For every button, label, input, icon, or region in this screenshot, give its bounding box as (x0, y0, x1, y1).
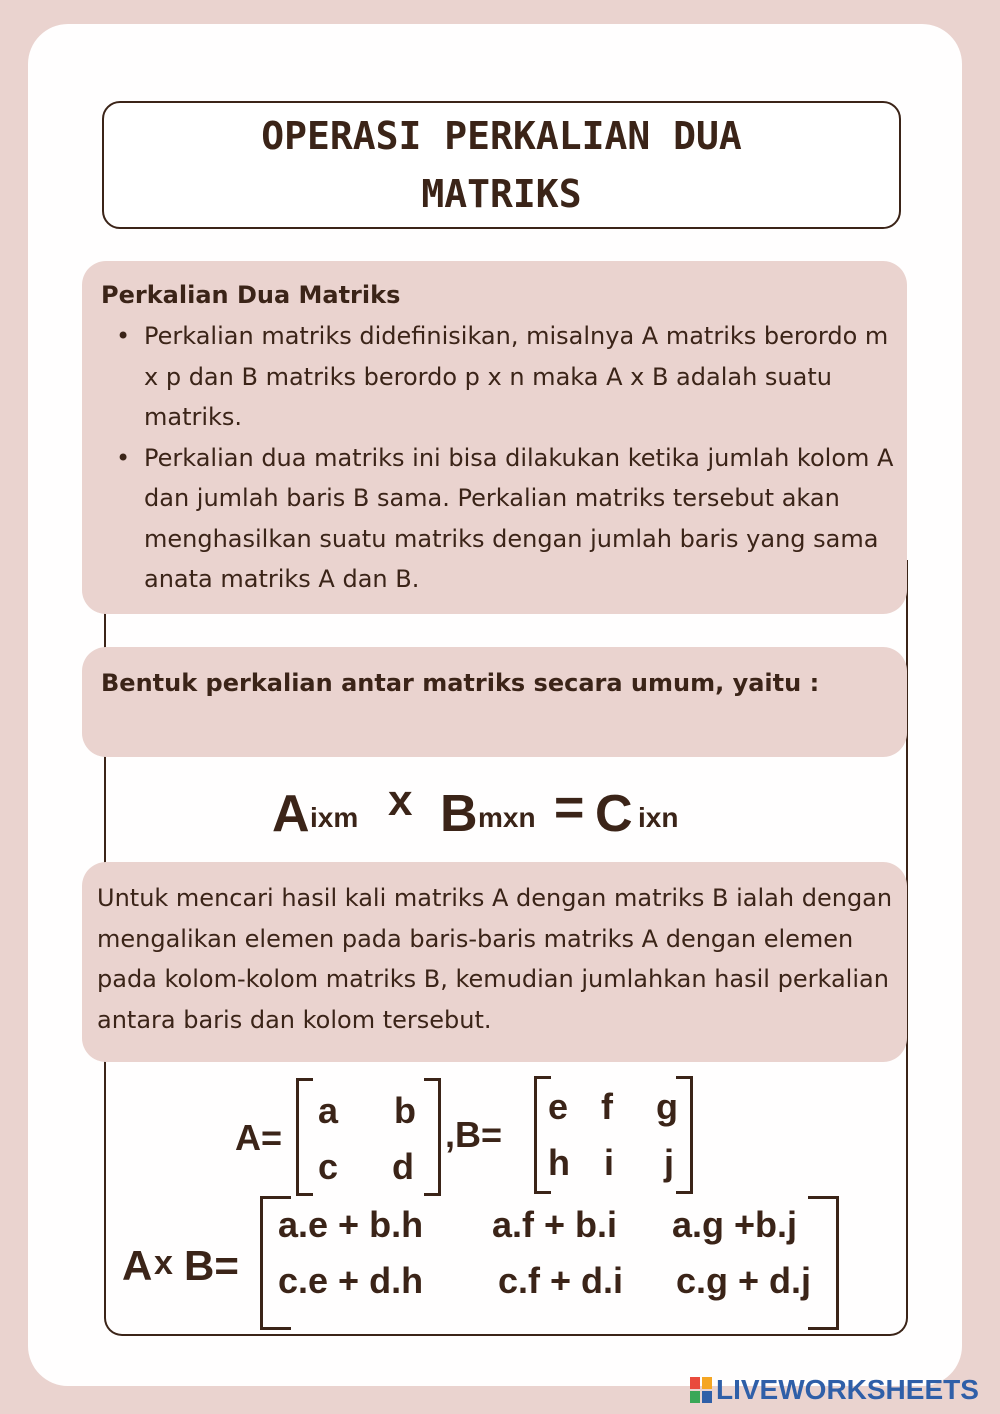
list-item (116, 316, 909, 438)
method-text: Untuk mencari hasil kali matriks A dengan matriks B ialah dengan mengalikan elemen pada baris-baris matriks A dengan elemen pada kolom-kolom matriks B, kemudian jumlahkan hasil perkalian antara baris dan kolom tersebut. (97, 884, 893, 1034)
definition-heading: Perkalian Dua Matriks (101, 281, 401, 309)
bullet-icon: • (116, 322, 131, 350)
product-cell: a.e + b.h (278, 1204, 424, 1245)
matrix-b-label: ,B= (445, 1114, 503, 1155)
matrix-b-cell: f (601, 1086, 613, 1127)
bullet-text: Perkalian matriks didefinisikan, misalnya A matriks berordo m x p dan B matriks berordo p x n maka A x B adalah suatu matriks. (144, 322, 889, 431)
formula-c: C (595, 785, 633, 843)
list-item (116, 438, 909, 600)
page-title-line-2: MATRIKS (421, 172, 582, 216)
bullet-icon: • (116, 443, 131, 472)
product-label-b: B= (184, 1242, 239, 1289)
general-formula (272, 776, 702, 850)
matrix-b-cell: h (548, 1142, 570, 1183)
product-cell: c.g + d.j (676, 1260, 812, 1301)
title-box (102, 101, 901, 229)
bullet-text: Perkalian dua matriks ini bisa dilakukan ketika jumlah kolom A dan jumlah baris B sama. Perkalian matriks tersebut akan menghasilkan suatu matriks dengan jumlah baris yang sama anata matriks A dan B. (144, 443, 894, 593)
matrix-b-cell: g (656, 1086, 678, 1127)
matrix-b-right-bracket (676, 1076, 693, 1194)
formula-a-sub: ixm (310, 802, 359, 833)
definition-list (116, 316, 909, 600)
method-panel (82, 862, 907, 1062)
product-cell: c.f + d.i (498, 1260, 624, 1301)
matrix-a-cell: a (318, 1090, 339, 1131)
definition-panel (82, 261, 907, 614)
formula-b: B (440, 785, 478, 843)
matrix-b-cell: e (548, 1086, 569, 1127)
general-form-panel (82, 647, 907, 757)
matrix-a-label: A= (235, 1117, 283, 1158)
matrix-a-cell: d (392, 1146, 414, 1187)
formula-c-sub: ixn (638, 802, 679, 833)
formula-equals: = (554, 779, 585, 837)
brand-text: LIVEWORKSHEETS (716, 1374, 979, 1405)
product-label-x: x (154, 1244, 173, 1282)
matrix-b-cell: j (664, 1142, 675, 1183)
general-form-text: Bentuk perkalian antar matriks secara umum, yaitu : (101, 669, 820, 697)
matrix-a-cell: b (394, 1090, 416, 1131)
matrix-a-left-bracket (296, 1078, 313, 1196)
product-cell: a.f + b.i (492, 1204, 618, 1245)
formula-a: A (272, 785, 310, 843)
formula-b-sub: mxn (478, 802, 536, 833)
product-label-a: A (122, 1242, 153, 1289)
page-title-line-1: OPERASI PERKALIAN DUA (261, 114, 742, 158)
liveworksheets-logo-icon (690, 1377, 712, 1403)
liveworksheets-brand[interactable] (690, 1374, 979, 1406)
matrix-b-cell: i (604, 1142, 615, 1183)
matrix-a-right-bracket (424, 1078, 441, 1196)
product-right-bracket (808, 1196, 839, 1330)
product-cell: a.g +b.j (672, 1204, 798, 1245)
formula-times: x (388, 776, 413, 825)
product-cell: c.e + d.h (278, 1260, 424, 1301)
matrix-a-cell: c (318, 1146, 339, 1187)
